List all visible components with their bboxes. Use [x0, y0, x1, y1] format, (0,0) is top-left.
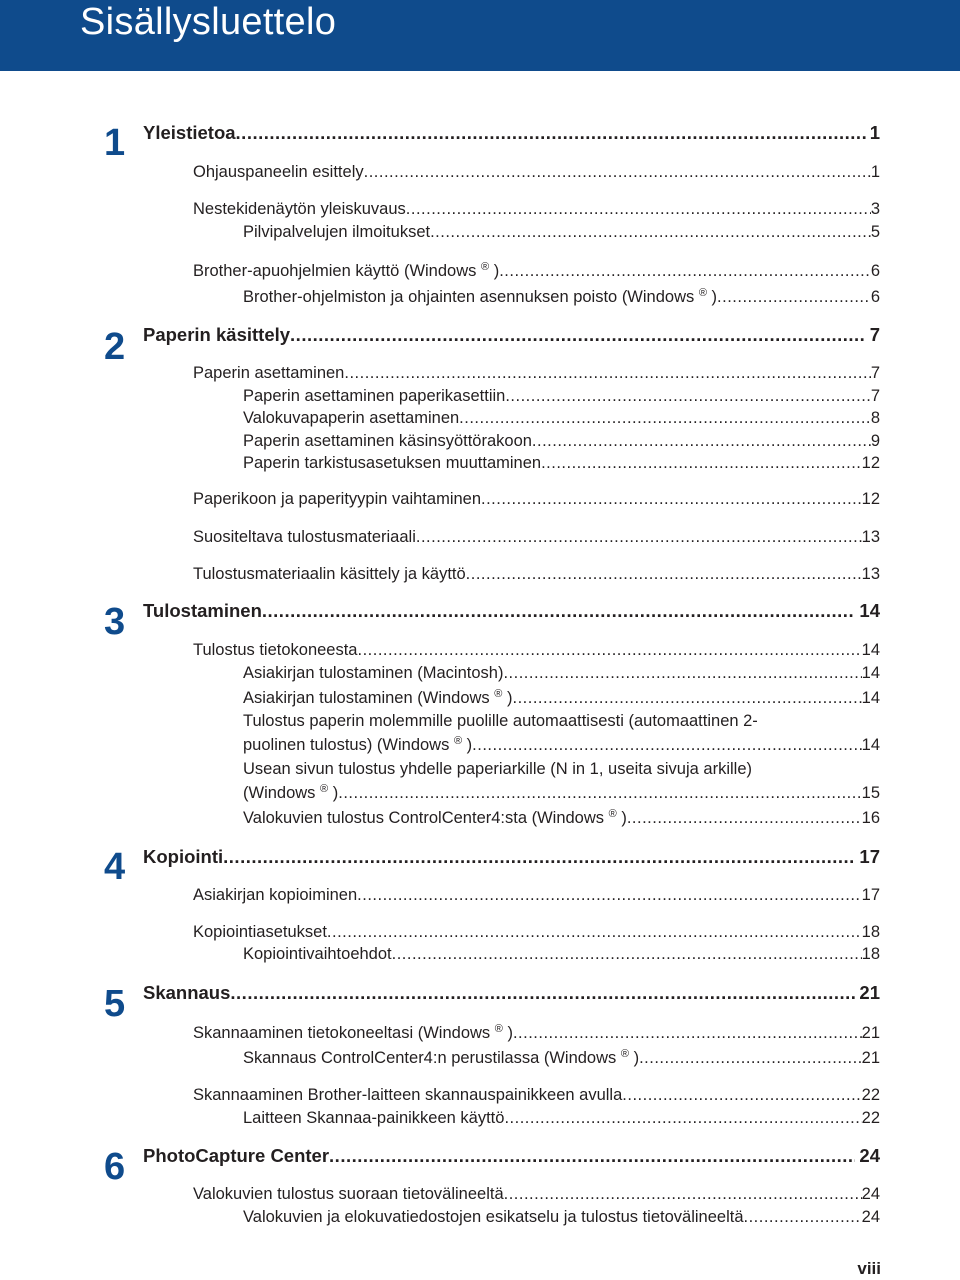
toc-title-suffix: ): [506, 689, 513, 707]
toc-entry[interactable]: [243, 221, 880, 243]
toc-title: Valokuvien tulostus suoraan tietovälineeltä: [193, 1185, 504, 1203]
toc-title: Asiakirjan tulostaminen (Macintosh): [243, 664, 504, 682]
toc-entry[interactable]: [243, 1206, 880, 1228]
registered-mark: ®: [480, 261, 490, 273]
toc-page: 21: [859, 982, 880, 1003]
toc-entry-first-line[interactable]: Tulostus paperin molemmille puolille automaattisesti (automaattinen 2-: [243, 712, 758, 730]
toc-title: Tulostusmateriaalin käsittely ja käyttö: [193, 565, 466, 583]
toc-entry[interactable]: [243, 1047, 880, 1069]
toc-entry[interactable]: [243, 430, 880, 452]
chapter-number: 6: [104, 1146, 126, 1188]
toc-entry[interactable]: [193, 563, 880, 585]
toc-title: Tulostaminen: [143, 600, 262, 621]
toc-title: Skannaaminen Brother-laitteen skannauspainikkeen avulla: [193, 1086, 623, 1104]
registered-mark: ®: [608, 808, 617, 820]
toc-page: 18: [861, 923, 880, 941]
leader-dots: [262, 599, 856, 623]
toc-title-suffix: ): [711, 288, 718, 306]
registered-mark: ®: [453, 735, 463, 747]
toc-entry[interactable]: [193, 1084, 880, 1106]
toc-title-suffix: ): [621, 809, 627, 827]
toc-title: Tulostus tietokoneesta: [193, 641, 358, 659]
leader-dots: [532, 430, 871, 452]
leader-dots: [338, 782, 861, 804]
toc-chapter-entry[interactable]: [143, 121, 880, 145]
toc-title: Yleistietoa: [143, 122, 236, 143]
toc-entry[interactable]: [243, 1107, 880, 1129]
toc-title: Asiakirjan tulostaminen (Windows: [243, 689, 490, 707]
toc-page: 13: [861, 565, 880, 583]
toc-page: 24: [861, 1185, 880, 1203]
toc-title: Skannaaminen tietokoneeltasi (Windows: [193, 1024, 491, 1042]
toc-page: 7: [870, 387, 880, 405]
chapter-number: 1: [104, 122, 126, 164]
toc-entry[interactable]: [193, 198, 880, 220]
registered-mark: ®: [620, 1048, 629, 1060]
toc-page: 5: [870, 223, 880, 241]
leader-dots: [481, 488, 862, 510]
toc-title: puolinen tulostus) (Windows: [243, 736, 450, 754]
toc-entry[interactable]: [193, 1022, 880, 1044]
toc-page: 18: [861, 945, 880, 963]
toc-page: 12: [861, 454, 880, 472]
toc-entry[interactable]: [193, 921, 880, 943]
toc-page: 16: [861, 809, 880, 827]
chapter-number: 2: [104, 326, 126, 368]
toc-page: 7: [870, 364, 880, 382]
toc-entry[interactable]: [243, 687, 880, 709]
toc-page: 14: [859, 600, 880, 621]
toc-entry[interactable]: [193, 526, 880, 548]
toc-page: 24: [859, 1145, 880, 1166]
leader-dots: [236, 121, 866, 145]
chapter-number: 4: [104, 846, 126, 888]
leader-dots: [392, 943, 862, 965]
toc-chapter-entry[interactable]: [143, 1144, 880, 1168]
toc-entry[interactable]: [193, 1183, 880, 1205]
toc-page: 15: [861, 784, 880, 802]
leader-dots: [717, 286, 871, 308]
toc-title: Kopiointi: [143, 846, 224, 867]
leader-dots: [329, 1144, 855, 1168]
toc-entry[interactable]: [193, 161, 880, 183]
leader-dots: [541, 452, 862, 474]
toc-title-suffix: ): [332, 784, 339, 802]
registered-mark: ®: [320, 783, 329, 795]
toc-page: 21: [861, 1049, 880, 1067]
page-title: Sisällysluettelo: [80, 1, 337, 43]
toc-title: Asiakirjan kopioiminen: [193, 886, 358, 904]
toc-title-suffix: ): [633, 1049, 640, 1067]
toc-page: 14: [861, 736, 880, 754]
toc-page: 17: [859, 846, 880, 867]
toc-title: Paperin tarkistusasetuksen muuttaminen: [243, 454, 542, 472]
leader-dots: [513, 1022, 862, 1044]
leader-dots: [512, 687, 861, 709]
toc-page: 12: [861, 490, 880, 508]
toc-chapter-entry[interactable]: [143, 845, 880, 869]
toc-title: Paperikoon ja paperityypin vaihtaminen: [193, 490, 482, 508]
registered-mark: ®: [494, 688, 503, 700]
toc-title: PhotoCapture Center: [143, 1145, 330, 1166]
toc-title: Kopiointiasetukset: [193, 923, 327, 941]
toc-title: Paperin asettaminen käsinsyöttörakoon: [243, 432, 532, 450]
toc-page: 14: [861, 689, 880, 707]
toc-title: Nestekidenäytön yleiskuvaus: [193, 200, 406, 218]
toc-page: 6: [870, 262, 880, 280]
leader-dots: [327, 921, 862, 943]
toc-title: Paperin asettaminen: [193, 364, 345, 382]
leader-dots: [504, 1183, 862, 1205]
toc-page: 22: [861, 1086, 880, 1104]
header-bar: [0, 0, 960, 71]
toc-entry[interactable]: [243, 452, 880, 474]
toc-entry[interactable]: [243, 734, 880, 756]
toc-title-suffix: ): [493, 262, 500, 280]
toc-entry-first-line[interactable]: Usean sivun tulostus yhdelle paperiarkille (N in 1, useita sivuja arkille): [243, 760, 752, 778]
toc-entry[interactable]: [193, 884, 880, 906]
toc-title: Valokuvien tulostus ControlCenter4:sta (Windows: [243, 809, 605, 827]
leader-dots: [744, 1206, 862, 1228]
leader-dots: [344, 362, 870, 384]
page-number: viii: [857, 1259, 881, 1278]
toc-page: 14: [861, 641, 880, 659]
toc-title: Paperin asettaminen paperikasettiin: [243, 387, 506, 405]
leader-dots: [503, 662, 861, 684]
toc-page: 1: [869, 122, 880, 143]
toc-chapter-entry[interactable]: [143, 323, 880, 347]
toc-page: 22: [861, 1109, 880, 1127]
toc-title: Laitteen Skannaa-painikkeen käyttö: [243, 1109, 505, 1127]
leader-dots: [639, 1047, 862, 1069]
leader-dots: [466, 563, 862, 585]
toc-page: 3: [870, 200, 880, 218]
toc-title: Pilvipalvelujen ilmoitukset: [243, 223, 431, 241]
leader-dots: [505, 385, 870, 407]
leader-dots: [504, 1107, 861, 1129]
toc-entry[interactable]: [243, 782, 880, 804]
leader-dots: [627, 807, 862, 829]
toc-entry[interactable]: [243, 407, 880, 429]
leader-dots: [357, 884, 861, 906]
toc-entry[interactable]: [243, 807, 880, 829]
toc-entry[interactable]: [243, 662, 880, 684]
leader-dots: [472, 734, 861, 756]
toc-page: 6: [870, 288, 880, 306]
toc-entry[interactable]: [193, 260, 880, 282]
toc-chapter-entry[interactable]: [143, 981, 880, 1005]
toc-page: 7: [869, 324, 880, 345]
toc-entry[interactable]: [243, 385, 880, 407]
toc-title: Brother-apuohjelmien käyttö (Windows: [193, 262, 477, 280]
chapter-number: 3: [104, 601, 126, 643]
toc-page: 8: [870, 409, 880, 427]
leader-dots: [499, 260, 871, 282]
toc-title-suffix: ): [466, 736, 473, 754]
toc-title: Paperin käsittely: [143, 324, 291, 345]
leader-dots: [364, 161, 871, 183]
leader-dots: [622, 1084, 861, 1106]
registered-mark: ®: [698, 287, 707, 299]
leader-dots: [430, 221, 871, 243]
toc-page: 9: [870, 432, 880, 450]
toc-title-suffix: ): [507, 1024, 513, 1042]
toc-title: Brother-ohjelmiston ja ohjainten asennuksen poisto (Windows: [243, 288, 695, 306]
toc-title: (Windows: [243, 784, 316, 802]
toc-entry[interactable]: [243, 286, 880, 308]
chapter-number: 5: [104, 983, 126, 1025]
toc-chapter-entry[interactable]: [143, 599, 880, 623]
toc-page: 13: [861, 528, 880, 546]
leader-dots: [290, 323, 866, 347]
toc-title: Suositeltava tulostusmateriaali: [193, 528, 416, 546]
toc-title: Skannaus: [143, 982, 231, 1003]
toc-entry[interactable]: [193, 362, 880, 384]
leader-dots: [230, 981, 855, 1005]
toc-page: 24: [861, 1208, 880, 1226]
toc-title: Ohjauspaneelin esittely: [193, 163, 364, 181]
toc-entry[interactable]: [193, 488, 880, 510]
toc-title: Valokuvien ja elokuvatiedostojen esikatselu ja tulostus tietovälineeltä: [243, 1208, 744, 1226]
leader-dots: [357, 639, 861, 661]
leader-dots: [459, 407, 871, 429]
toc-page: 1: [870, 163, 880, 181]
toc-title: Valokuvapaperin asettaminen: [243, 409, 460, 427]
registered-mark: ®: [494, 1023, 503, 1035]
toc-entry[interactable]: [193, 639, 880, 661]
toc-page: 21: [861, 1024, 880, 1042]
toc-page: 17: [861, 886, 880, 904]
toc-title: Kopiointivaihtoehdot: [243, 945, 392, 963]
toc-page: 14: [861, 664, 880, 682]
leader-dots: [406, 198, 871, 220]
toc-entry[interactable]: [243, 943, 880, 965]
leader-dots: [223, 845, 855, 869]
toc-title: Skannaus ControlCenter4:n perustilassa (Windows: [243, 1049, 617, 1067]
leader-dots: [416, 526, 862, 548]
